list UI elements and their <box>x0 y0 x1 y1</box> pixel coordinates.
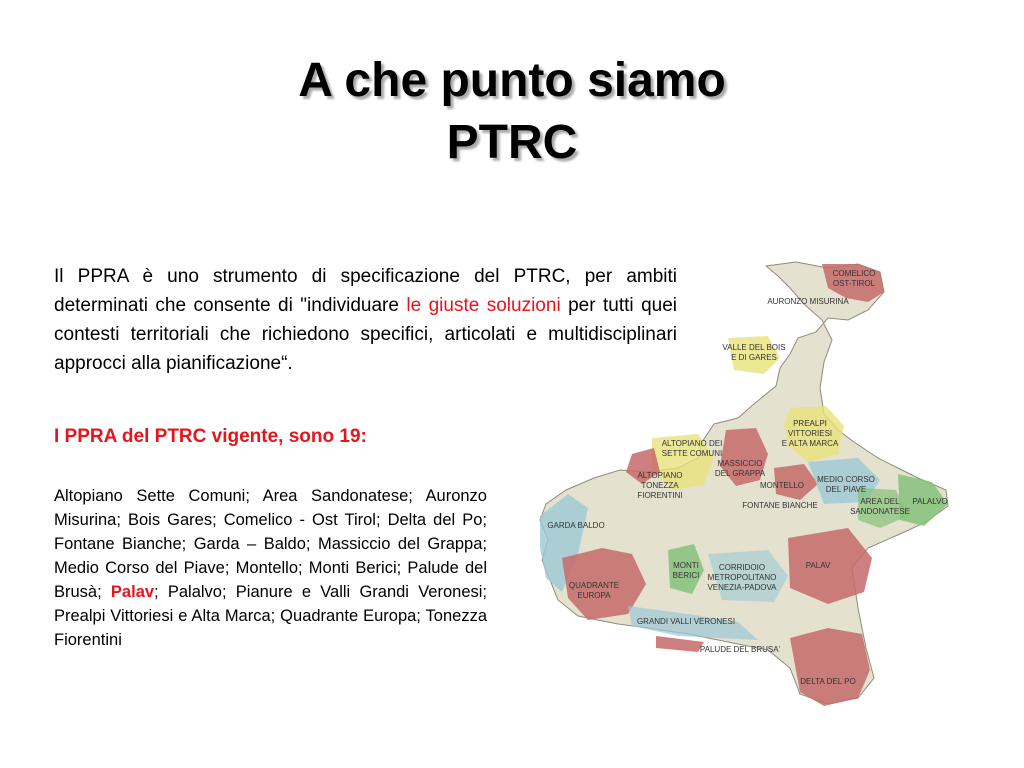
label-palalvo: PALALVO <box>912 497 948 506</box>
title-line-1: A che punto siamo <box>298 54 726 107</box>
title-line-2: PTRC <box>446 116 578 169</box>
label-fontane: FONTANE BIANCHE <box>742 501 818 510</box>
label-delta: DELTA DEL PO <box>800 677 856 686</box>
label-garda: GARDA BALDO <box>547 521 605 530</box>
region-palude <box>656 636 704 652</box>
intro-text-1: Il PPRA è uno strumento di specificazione del PTRC, per ambiti determinati che consente di "individuare <box>54 266 677 316</box>
intro-highlight: le giuste soluzioni <box>406 295 561 316</box>
label-palude: PALUDE DEL BRUSA' <box>699 645 781 654</box>
label-auronzo: AURONZO MISURINA <box>767 297 849 306</box>
veneto-ppra-map <box>528 258 968 728</box>
label-medio-corso: MEDIO CORSO DEL PIAVE <box>817 475 875 494</box>
slide-title <box>0 50 1024 174</box>
ppra-list <box>54 484 487 652</box>
list-highlight: Palav <box>110 583 155 601</box>
label-quadrante: QUADRANTE EUROPA <box>568 581 620 600</box>
label-grandi-valli: GRANDI VALLI VERONESI <box>636 617 736 626</box>
label-area-sandonatese: AREA DEL SANDONATESE <box>850 497 910 516</box>
label-monti-berici: MONTI BERICI <box>672 561 700 580</box>
label-corridoio: CORRIDOIO METROPOLITANO VENEZIA-PADOVA <box>707 563 777 592</box>
label-palav: PALAV <box>805 561 831 570</box>
list-text-1: Altopiano Sette Comuni; Area Sandonatese; Auronzo Misurina; Bois Gares; Comelico - Ost Tirol; Delta del Po; Fontane Bianche; Garda – Baldo; Massiccio del Grappa; Medio Corso del Piave; Montello; Monti Berici; Palude del Brusà; <box>54 487 487 601</box>
intro-text-2: per tutti quei contesti territoriali che richiedono specifici, articolati e multidisciplinari approcci alla pianificazione“. <box>54 295 677 374</box>
label-prealpi: PREALPI VITTORIESI E ALTA MARCA <box>781 419 839 448</box>
list-heading: I PPRA del PTRC vigente, sono 19: <box>54 426 367 447</box>
label-montello: MONTELLO <box>759 481 805 490</box>
label-massiccio: MASSICCIO DEL GRAPPA <box>714 459 766 478</box>
label-altopiano-sette: ALTOPIANO DEI SETTE COMUNI <box>661 439 723 458</box>
label-tonezza: ALTOPIANO TONEZZA FIORENTINI <box>637 471 683 500</box>
list-text-2: ; Palalvo; Pianure e Valli Grandi Veronesi; Prealpi Vittoriesi e Alta Marca; Quadrante Europa; Tonezza Fiorentini <box>54 583 487 649</box>
label-valle-bois: VALLE DEL BOIS E DI GARES <box>722 343 786 362</box>
label-comelico: COMELICO OST-TIROL <box>832 269 876 288</box>
